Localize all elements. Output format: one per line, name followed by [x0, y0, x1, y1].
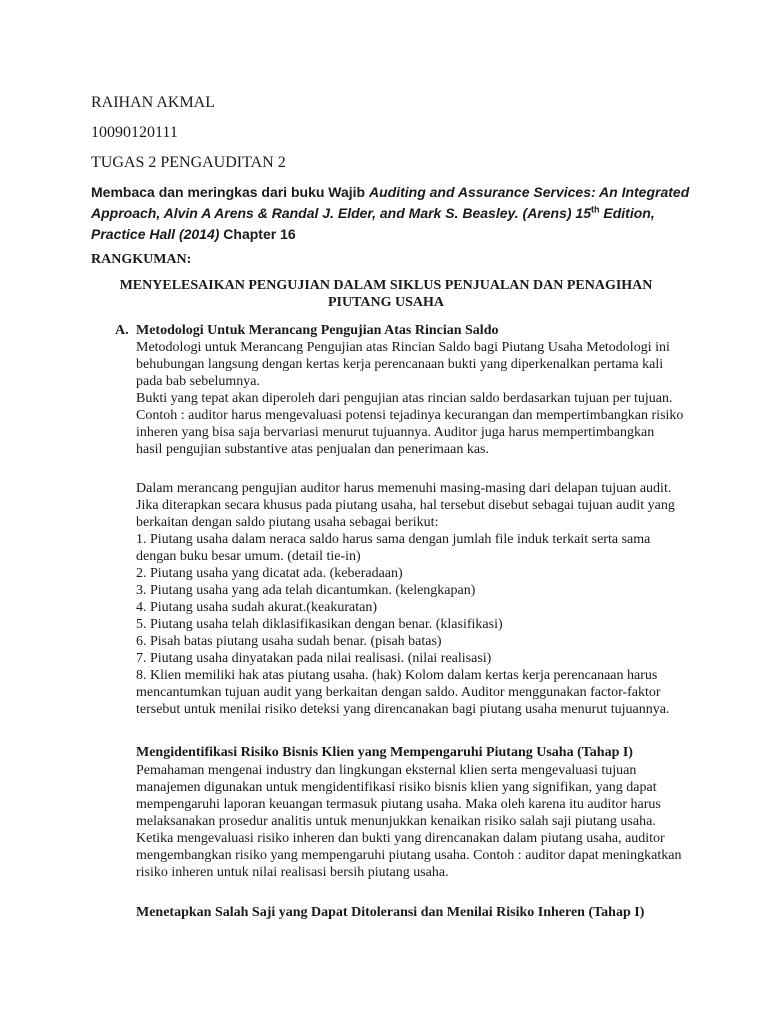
text-line: Jika diterapkan secara khusus pada piutang usaha, hal tersebut disebut sebagai tujuan audit yang	[136, 498, 675, 513]
text-line: Pemahaman mengenai industry dan lingkungan eksternal klien serta mengevaluasi tujuan	[136, 763, 637, 778]
paragraph-business-risk	[136, 762, 696, 881]
paragraph-audit-objectives	[136, 480, 696, 718]
list-item: dengan buku besar umum. (detail tie-in)	[136, 549, 361, 564]
summary-label: RANGKUMAN:	[91, 252, 192, 267]
main-heading	[91, 277, 681, 311]
book-title: Auditing and Assurance Services: An Integrated Approach, Alvin A Arens & Randal J. Elder, and Mark S. Beasley. (Arens) 15	[91, 184, 690, 221]
list-item: 7. Piutang usaha dinyatakan pada nilai realisasi. (nilai realisasi)	[136, 651, 492, 666]
list-item: 2. Piutang usaha yang dicatat ada. (keberadaan)	[136, 566, 403, 581]
author-name: RAIHAN AKMAL	[91, 94, 215, 111]
paragraph-methodology	[136, 339, 696, 458]
list-item: mencantumkan tujuan audit yang berkaitan dengan saldo. Auditor menggunakan factor-faktor	[136, 685, 661, 700]
text-line: Metodologi untuk Merancang Pengujian atas Rincian Saldo bagi Piutang Usaha Metodologi ini	[136, 340, 670, 355]
text-line: Dalam merancang pengujian auditor harus memenuhi masing-masing dari delapan tujuan audit.	[136, 481, 672, 496]
list-item: tersebut untuk menilai risiko deteksi yang direncanakan bagi piutang usaha menurut tujuannya.	[136, 702, 670, 717]
list-item: 6. Pisah batas piutang usaha sudah benar. (pisah batas)	[136, 634, 442, 649]
list-item: 5. Piutang usaha telah diklasifikasikan dengan benar. (klasifikasi)	[136, 617, 503, 632]
book-edition: Edition, Practice Hall (2014)	[91, 205, 655, 242]
chapter-ref: Chapter 16	[219, 226, 296, 242]
reference-text: Membaca dan meringkas dari buku Wajib	[91, 184, 369, 200]
main-heading-line: PIUTANG USAHA	[327, 295, 445, 310]
assignment-title: TUGAS 2 PENGAUDITAN 2	[91, 154, 286, 171]
text-line: melaksanakan prosedur analitis untuk menunjukkan kenaikan risiko salah saji piutang usaha.	[136, 814, 656, 829]
text-line: Ketika mengevaluasi risiko inheren dan bukti yang direncanakan dalam piutang usaha, auditor	[136, 831, 665, 846]
list-item: 1. Piutang usaha dalam neraca saldo harus sama dengan jumlah file induk terkait serta sama	[136, 532, 651, 547]
main-heading-line: MENYELESAIKAN PENGUJIAN DALAM SIKLUS PENJUALAN DAN PENAGIHAN	[119, 278, 653, 293]
text-line: inheren yang bisa saja bervariasi menurut tujuannya. Auditor juga harus mempertimbangkan	[136, 425, 655, 440]
text-line: Contoh : auditor harus mengevaluasi potensi tejadinya kecurangan dan mempertimbangkan risiko	[136, 408, 684, 423]
text-line: manajemen digunakan untuk mengidentifikasi risiko bisnis klien yang signifikan, yang dapat	[136, 780, 657, 795]
reading-reference	[91, 182, 691, 245]
text-line: Bukti yang tepat akan diperoleh dari pengujian atas rincian saldo berdasarkan tujuan per tujuan.	[136, 391, 673, 406]
text-line: hasil pengujian substantive atas penjualan dan penerimaan kas.	[136, 442, 490, 457]
list-item: 3. Piutang usaha yang ada telah dicantumkan. (kelengkapan)	[136, 583, 476, 598]
edition-suffix: th	[591, 204, 600, 215]
section-marker: A.	[115, 323, 129, 338]
text-line: risiko inheren untuk nilai realisasi bersih piutang usaha.	[136, 865, 449, 880]
text-line: berkaitan dengan saldo piutang usaha sebagai berikut:	[136, 515, 439, 530]
text-line: mempengaruhi laporan keuangan termasuk piutang usaha. Maka oleh karena itu auditor harus	[136, 797, 661, 812]
student-id: 10090120111	[91, 124, 178, 141]
text-line: behubungan langsung dengan kertas kerja perencanaan bukti yang diperkenalkan pertama kali	[136, 357, 664, 372]
list-item: 8. Klien memiliki hak atas piutang usaha. (hak) Kolom dalam kertas kerja perencanaan harus	[136, 668, 658, 683]
list-item: 4. Piutang usaha sudah akurat.(keakuratan)	[136, 600, 378, 615]
text-line: mengembangkan risiko yang mempengaruhi piutang usaha. Contoh : auditor dapat meningkatkan	[136, 848, 682, 863]
section-title: Metodologi Untuk Merancang Pengujian Atas Rincian Saldo	[136, 323, 499, 338]
subsection-title: Mengidentifikasi Risiko Bisnis Klien yang Mempengaruhi Piutang Usaha (Tahap I)	[136, 745, 633, 760]
subsection-title: Menetapkan Salah Saji yang Dapat Ditoleransi dan Menilai Risiko Inheren (Tahap I)	[136, 905, 645, 920]
text-line: pada bab sebelumnya.	[136, 374, 261, 389]
